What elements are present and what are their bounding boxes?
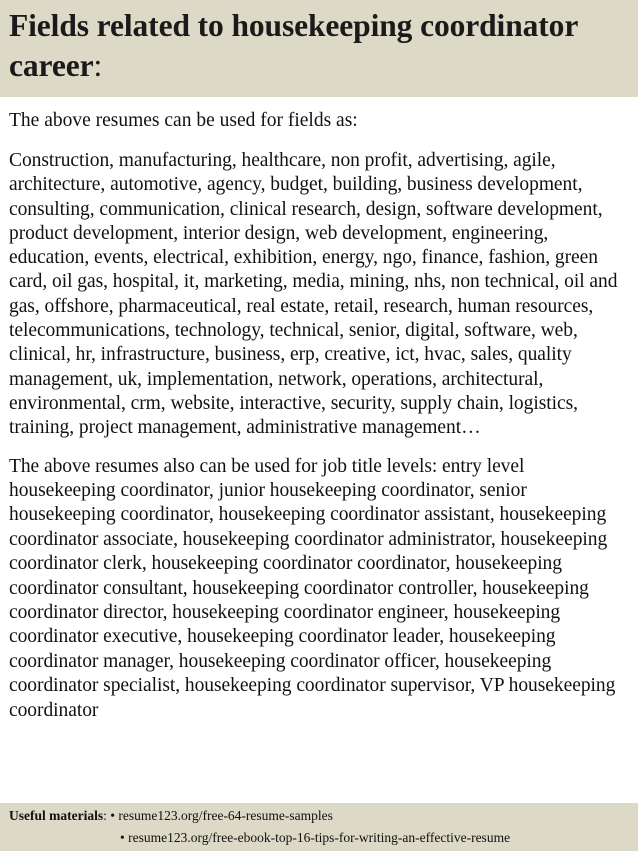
useful-materials-colon: : <box>103 808 107 823</box>
footer-link-resume-samples[interactable]: • resume123.org/free-64-resume-samples <box>110 808 333 823</box>
page-title-text: Fields related to housekeeping coordinator career <box>9 8 578 83</box>
fields-list: Construction, manufacturing, healthcare, non profit, advertising, agile, architecture, automotive, agency, budget, building, business development, consulting, communication, clinical research, design, software development, product development, interior design, web development, engineering, education, events, electrical, exhibition, energy, ngo, finance, fashion, green card, oil gas, hospital, it, marketing, media, mining, nhs, non technical, oil and gas, offshore, pharmaceutical, real estate, retail, research, human resources, telecommunications, technology, technical, senior, digital, software, web, clinical, hr, infrastructure, business, erp, creative, ict, hvac, sales, quality management, uk, implementation, network, operations, architectural, environmental, crm, website, interactive, security, supply chain, logistics, training, project management, administrative management… <box>9 150 618 439</box>
intro-text: The above resumes can be used for fields as: <box>9 110 358 131</box>
main-content <box>9 105 633 803</box>
useful-materials-label <box>9 808 103 823</box>
footer-line-2 <box>120 830 510 846</box>
useful-materials-label-text: Useful materials <box>9 808 104 823</box>
page-title <box>9 6 629 86</box>
footer-bar <box>0 803 638 851</box>
job-levels-list: The above resumes also can be used for job title levels: entry level housekeeping coordinator, junior housekeeping coordinator, senior housekeeping coordinator, housekeeping coordinator assistant, housekeeping coordinator associate, housekeeping coordinator administrator, housekeeping coordinator clerk, housekeeping coordinator coordinator, housekeeping coordinator consultant, housekeeping coordinator controller, housekeeping coordinator director, housekeeping coordinator engineer, housekeeping coordinator executive, housekeeping coordinator leader, housekeeping coordinator manager, housekeeping coordinator officer, housekeeping coordinator specialist, housekeeping coordinator supervisor, VP housekeeping coordinator <box>9 455 616 721</box>
page-title-colon: : <box>93 48 103 83</box>
title-band <box>0 0 638 97</box>
footer-line-1 <box>9 808 333 824</box>
footer-link-ebook[interactable]: • resume123.org/free-ebook-top-16-tips-for-writing-an-effective-resume <box>120 830 511 845</box>
